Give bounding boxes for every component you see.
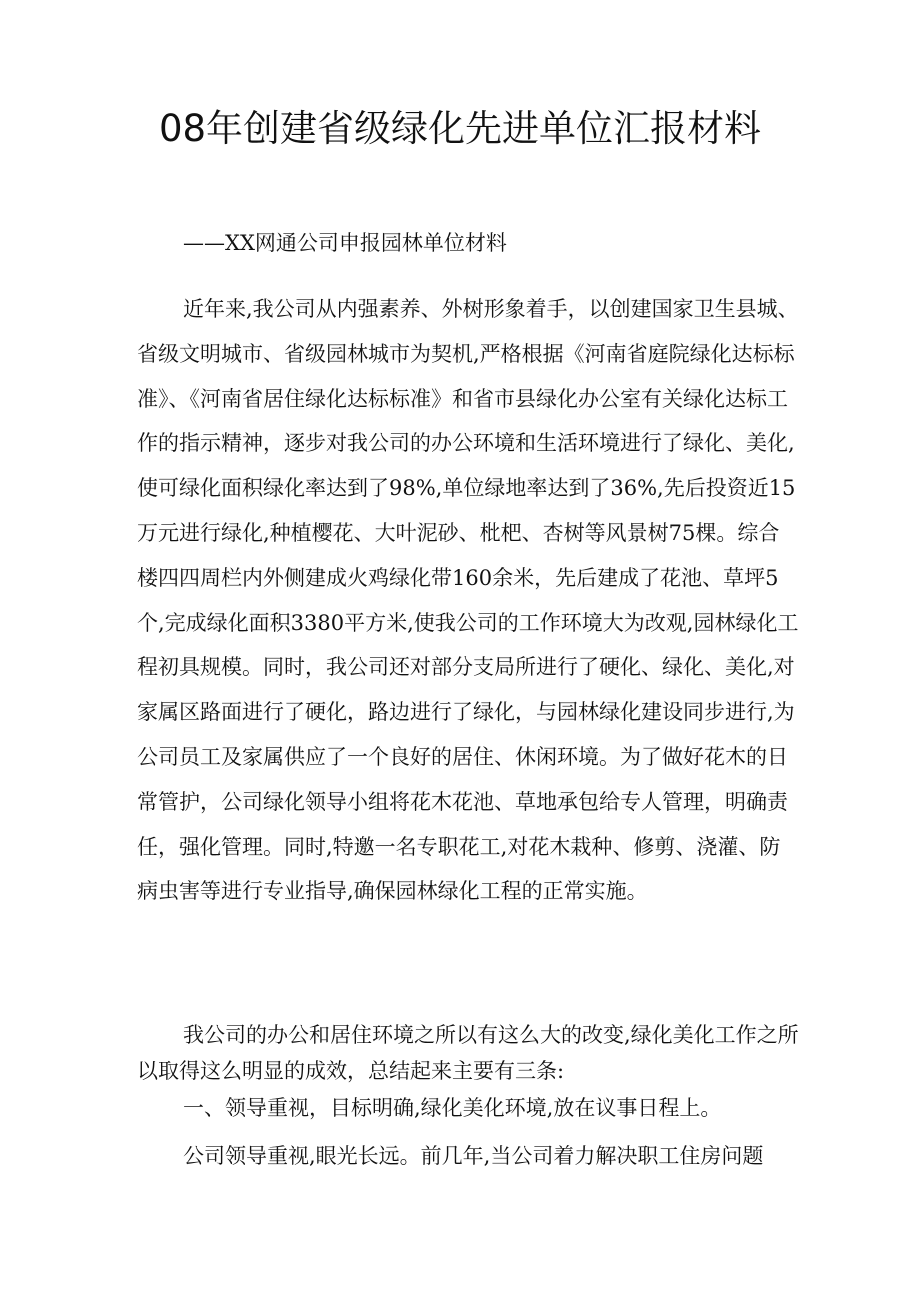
section-heading-1: 一、领导重视，目标明确,绿化美化环境,放在议事日程上。 <box>183 1096 722 1120</box>
paragraph-section-1: 公司领导重视,眼光长远。前几年,当公司着力解决职工住房问题 <box>183 1144 764 1168</box>
document-subtitle: ——XX网通公司申报园林单位材料 <box>183 231 507 255</box>
paragraph-summary: 我公司的办公和居住环境之所以有这么大的改变,绿化美化工作之所以取得这么明显的成效，总结起来主要有三条: <box>137 1023 799 1083</box>
paragraph-intro: 近年来,我公司从内强素养、外树形象着手，以创建国家卫生县城、省级文明城市、省级园林城市为契机,严格根据《河南省庭院绿化达标标准》、《河南省居住绿化达标标准》和省市县绿化办公室有关绿化达标工作的指示精神，逐步对我公司的办公环境和生活环境进行了绿化、美化,使可绿化面积绿化率达到了98%,单位绿地率达到了36%,先后投资近15万元进行绿化,种植樱花、大叶泥砂、枇杷、杏树等风景树75棵。综合楼四四周栏内外侧建成火鸡绿化带160余米，先后建成了花池、草坪5个,完成绿化面积3380平方米,使我公司的工作环境大为改观,园林绿化工程初具规模。同时，我公司还对部分支局所进行了硬化、绿化、美化,对家属区路面进行了硬化，路边进行了绿化，与园林绿化建设同步进行,为公司员工及家属供应了一个良好的居住、休闲环境。为了做好花木的日常管护，公司绿化领导小组将花木花池、草地承包给专人管理，明确责任，强化管理。同时,特邀一名专职花工,对花木栽种、修剪、浇灌、防病虫害等进行专业指导,确保园林绿化工程的正常实施。 <box>137 297 799 904</box>
document-title: 08年创建省级绿化先进单位汇报材料 <box>158 107 762 150</box>
